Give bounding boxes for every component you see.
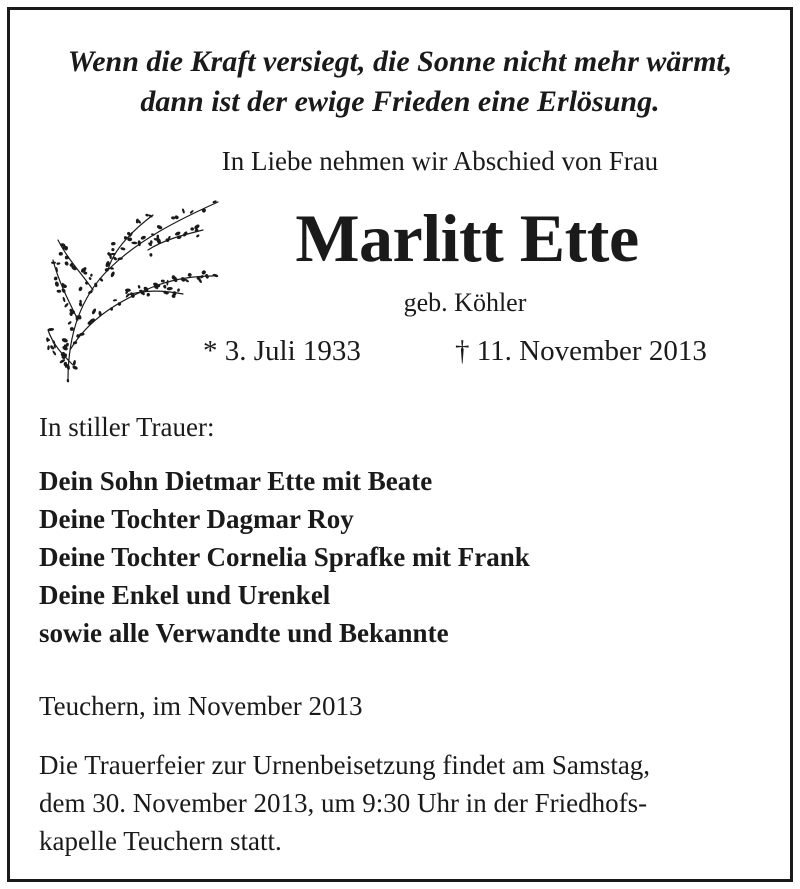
- leaf-mark: [145, 213, 149, 217]
- leaf-mark: [110, 271, 116, 278]
- leaf-mark: [88, 277, 92, 281]
- leaf-mark: [52, 350, 57, 356]
- leaf-mark: [190, 227, 194, 231]
- mourners-list: [39, 462, 530, 652]
- leaf-mark: [87, 290, 93, 295]
- leaf-mark: [111, 248, 115, 252]
- leaf-mark: [156, 224, 163, 230]
- leaf-mark: [113, 299, 117, 302]
- maiden-name: geb. Köhler: [403, 288, 527, 317]
- leaf-mark: [149, 253, 153, 257]
- leaf-mark: [196, 234, 200, 238]
- leaf-mark: [111, 253, 116, 255]
- mourner-item: Deine Tochter Dagmar Roy: [39, 504, 354, 534]
- motto-line-1: Wenn die Kraft versiegt, die Sonne nicht mehr wärmt,: [67, 45, 733, 78]
- ceremony-line-2: dem 30. November 2013, um 9:30 Uhr in der Friedhofs-: [39, 788, 648, 818]
- intro-text: In Liebe nehmen wir Abschied von Frau: [221, 146, 659, 176]
- leaf-mark: [137, 285, 140, 289]
- leaf-mark: [120, 247, 126, 251]
- leaf-mark: [146, 293, 150, 297]
- leaf-mark: [182, 208, 186, 214]
- leaf-mark: [64, 302, 69, 308]
- leaf-mark: [59, 252, 63, 256]
- leaf-mark: [166, 287, 173, 291]
- leaf-mark: [163, 284, 167, 288]
- mourner-item: Deine Enkel und Urenkel: [39, 580, 331, 610]
- leaf-mark: [61, 288, 66, 294]
- mourner-item: sowie alle Verwandte und Bekannte: [39, 618, 449, 648]
- ceremony-line-3: kapelle Teuchern statt.: [39, 826, 282, 856]
- leaf-mark: [78, 286, 83, 292]
- leaf-mark: [51, 262, 56, 264]
- leaf-mark: [161, 279, 165, 282]
- leaf-mark: [125, 289, 131, 292]
- ceremony-notice: [39, 746, 774, 860]
- leaf-mark: [177, 288, 181, 292]
- leaf-mark: [62, 296, 66, 302]
- leaf-mark: [201, 208, 207, 214]
- mourner-item: Dein Sohn Dietmar Ette mit Beate: [39, 466, 433, 496]
- leaf-mark: [212, 273, 219, 277]
- death-date: † 11. November 2013: [455, 335, 707, 367]
- deceased-name: Marlitt Ette: [295, 200, 639, 276]
- leaf-mark: [136, 218, 139, 223]
- leaf-mark: [54, 281, 59, 287]
- leaf-mark: [64, 261, 69, 266]
- leafy-branch-icon: [38, 190, 228, 385]
- leaf-mark: [65, 255, 70, 259]
- mourner-item: Deine Tochter Cornelia Sprafke mit Frank: [39, 542, 530, 572]
- leaf-mark: [205, 273, 210, 279]
- leaf-mark: [46, 337, 49, 342]
- leaf-mark: [151, 233, 155, 236]
- mourning-label: In stiller Trauer:: [39, 412, 215, 442]
- leaf-mark: [187, 272, 192, 277]
- leaf-mark: [56, 262, 60, 265]
- leaf-mark: [111, 242, 116, 246]
- ceremony-line-1: Die Trauerfeier zur Urnenbeisetzung findet am Samstag,: [39, 750, 651, 780]
- leaf-mark: [57, 290, 62, 293]
- leaf-mark: [166, 280, 169, 286]
- leaf-mark: [47, 345, 50, 350]
- leaf-mark: [131, 241, 137, 244]
- leaf-mark: [72, 365, 78, 370]
- leaf-mark: [66, 379, 69, 383]
- place-and-date: Teuchern, im November 2013: [39, 691, 363, 721]
- leaf-mark: [61, 337, 68, 343]
- motto-quote: [0, 42, 800, 122]
- birth-date: * 3. Juli 1933: [203, 335, 361, 367]
- leaf-mark: [67, 321, 72, 326]
- leaf-mark: [91, 308, 97, 315]
- leaf-mark: [54, 276, 58, 281]
- motto-line-2: dann ist der ewige Frieden eine Erlösung.: [140, 85, 660, 118]
- leaf-mark: [174, 215, 179, 220]
- leaf-mark: [85, 281, 89, 285]
- leaf-mark: [90, 273, 93, 277]
